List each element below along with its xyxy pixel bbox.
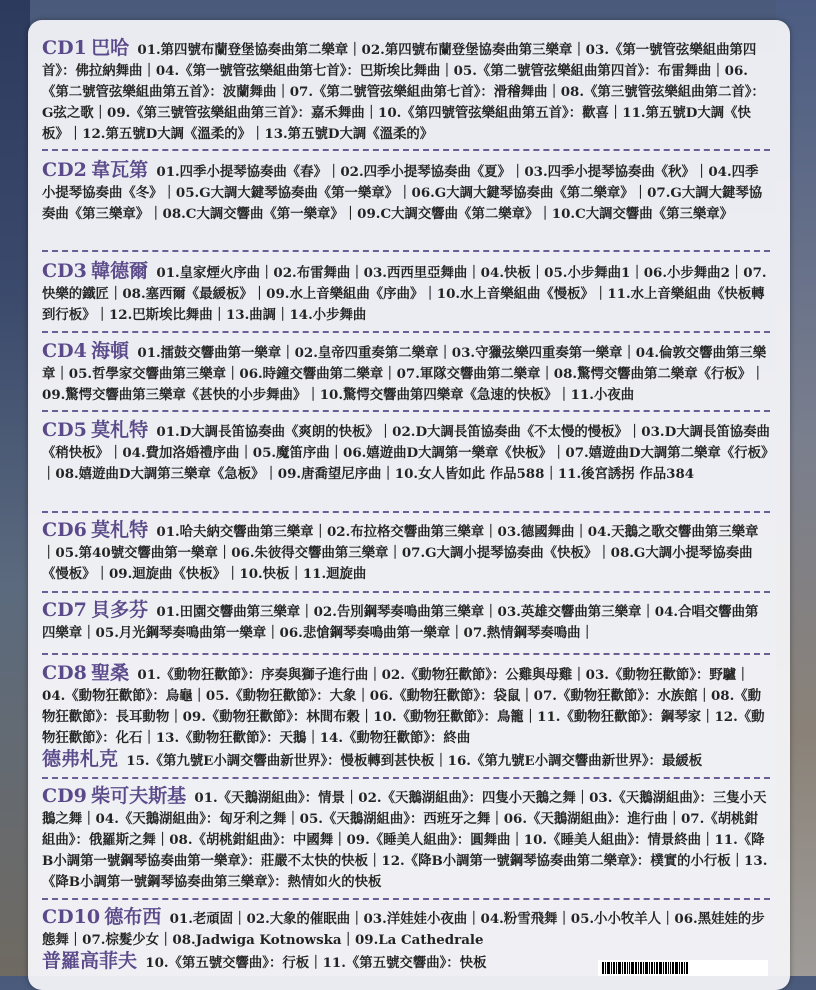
track-list: 01.《動物狂歡節》：序奏與獅子進行曲｜02.《動物狂歡節》：公雞與母雞｜03.《動物狂歡節》：野驢｜04.《動物狂歡節》：烏龜｜05.《動物狂歡節》：大象｜06.《動物狂歡節》：袋鼠｜07.《動物狂歡節》：水族館｜08.《動物狂歡節》：長耳動物｜09.《動物狂歡節》：林間布穀｜10.《動物狂歡節》：鳥籠｜11.《動物狂歡節》：鋼琴家｜12.《動物狂歡節》：化石｜13.《動物狂歡節》：天鵝｜14.《動物狂歡節》：終曲	[42, 667, 765, 746]
divider	[42, 777, 770, 779]
composer-name: 韓德爾	[91, 260, 149, 282]
cd9-section	[42, 786, 770, 893]
track-list: 01.擂鼓交響曲第一樂章｜02.皇帝四重奏第二樂章｜03.守獵弦樂四重奏第一樂章｜04.倫敦交響曲第三樂章｜05.哲學家交響曲第三樂章｜06.時鐘交響曲第二樂章｜07.軍隊交響曲第二樂章｜08.驚愕交響曲第二樂章《行板》｜09.驚愕交響曲第三樂章《甚快的小步舞曲》｜10.驚愕交響曲第四樂章《急速的快板》｜11.小夜曲	[42, 345, 767, 403]
composer-name: 聖桑	[91, 662, 130, 684]
track-list: 01.《天鵝湖組曲》：情景｜02.《天鵝湖組曲》：四隻小天鵝之舞｜03.《天鵝湖組曲》：三隻小天鵝之舞｜04.《天鵝湖組曲》：匈牙利之舞｜05.《天鵝湖組曲》：西班牙之舞｜06.《天鵝湖組曲》：進行曲｜07.《胡桃鉗組曲》：俄羅斯之舞｜08.《胡桃鉗組曲》：中國舞｜09.《睡美人組曲》：圓舞曲｜10.《睡美人組曲》：情景終曲｜11.《降B小調第一號鋼琴協奏曲第一樂章》：莊嚴不太快的快板｜12.《降B小調第一號鋼琴協奏曲第二樂章》：樸實的小行板｜13.《降B小調第一號鋼琴協奏曲第三樂章》：熱情如火的快板	[42, 790, 768, 890]
cd-label: CD5	[42, 419, 87, 441]
cd-label: CD10	[42, 906, 101, 928]
cd3-section	[42, 261, 770, 326]
cd-label: CD4	[42, 340, 87, 362]
divider	[42, 591, 770, 593]
divider	[42, 250, 770, 252]
composer-name: 韋瓦第	[91, 159, 149, 181]
track-list: 01.哈夫納交響曲第三樂章｜02.布拉格交響曲第三樂章｜03.德國舞曲｜04.天鵝之歌交響曲第三樂章｜05.第40號交響曲第一樂章｜06.朱彼得交響曲第三樂章｜07.G大調小提琴協奏曲《快板》｜08.G大調小提琴協奏曲《慢板》｜09.迴旋曲《快板》｜10.快板｜11.迴旋曲	[42, 524, 759, 582]
divider	[42, 898, 770, 900]
divider	[42, 653, 770, 655]
composer-name: 德布西	[104, 906, 162, 928]
cd-label: CD7	[42, 599, 87, 621]
cd5-section	[42, 420, 770, 485]
cd-label: CD8	[42, 662, 87, 684]
cd-label: CD2	[42, 159, 87, 181]
track-list: 01.老頑固｜02.大象的催眠曲｜03.洋娃娃小夜曲｜04.粉雪飛舞｜05.小小牧羊人｜06.黑娃娃的步態舞｜07.棕髮少女｜08.Jadwiga Kotnowska｜09.La Cathedrale	[42, 911, 765, 948]
divider	[42, 331, 770, 333]
cd6-section	[42, 520, 770, 585]
cd1-section	[42, 38, 770, 145]
composer-name-secondary: 普羅高菲夫	[42, 950, 138, 972]
divider	[42, 511, 770, 513]
track-list-secondary: 10.《第五號交響曲》：行板｜11.《第五號交響曲》：快板	[145, 955, 487, 971]
composer-name: 海頓	[91, 340, 130, 362]
track-list: 01.田園交響曲第三樂章｜02.告別鋼琴奏鳴曲第三樂章｜03.英雄交響曲第三樂章｜04.合唱交響曲第四樂章｜05.月光鋼琴奏鳴曲第一樂章｜06.悲愴鋼琴奏鳴曲第一樂章｜07.熱情鋼琴奏鳴曲｜	[42, 604, 759, 641]
composer-name: 柴可夫斯基	[91, 785, 187, 807]
cd7-section	[42, 600, 770, 644]
cd8-section	[42, 663, 770, 772]
composer-name: 莫札特	[91, 519, 149, 541]
composer-name: 巴哈	[91, 37, 130, 59]
cd-label: CD3	[42, 260, 87, 282]
track-list: 01.D大調長笛協奏曲《爽朗的快板》｜02.D大調長笛協奏曲《不太慢的慢板》｜03.D大調長笛協奏曲《稍快板》｜04.費加洛婚禮序曲｜05.魔笛序曲｜06.嬉遊曲D大調第一樂章《快板》｜07.嬉遊曲D大調第二樂章《行板》｜08.嬉遊曲D大調第三樂章《急板》｜09.唐喬望尼序曲｜10.女人皆如此 作品588｜11.後宮誘拐 作品384	[42, 424, 770, 482]
background-left-strip	[0, 0, 30, 976]
track-list: 01.皇家煙火序曲｜02.布雷舞曲｜03.西西里亞舞曲｜04.快板｜05.小步舞曲1｜06.小步舞曲2｜07.快樂的鐵匠｜08.塞西爾《最緩板》｜09.水上音樂組曲《序曲》｜10.水上音樂組曲《慢板》｜11.水上音樂組曲《快板轉到行板》｜12.巴斯埃比舞曲｜13.曲調｜14.小步舞曲	[42, 265, 767, 323]
track-list-secondary: 15.《第九號E小調交響曲新世界》：慢板轉到甚快板｜16.《第九號E小調交響曲新世界》：最緩板	[126, 753, 703, 769]
divider	[42, 149, 770, 151]
composer-name: 貝多芬	[91, 599, 149, 621]
track-list: 01.四季小提琴協奏曲《春》｜02.四季小提琴協奏曲《夏》｜03.四季小提琴協奏曲《秋》｜04.四季小提琴協奏曲《冬》｜05.G大調大鍵琴協奏曲《第一樂章》｜06.G大調大鍵琴協奏曲《第二樂章》｜07.G大調大鍵琴協奏曲《第三樂章》｜08.C大調交響曲《第一樂章》｜09.C大調交響曲《第二樂章》｜10.C大調交響曲《第三樂章》	[42, 164, 763, 222]
composer-name-secondary: 德弗札克	[42, 748, 119, 770]
track-list: 01.第四號布蘭登堡協奏曲第二樂章｜02.第四號布蘭登堡協奏曲第三樂章｜03.《第一號管弦樂組曲第四首》：佛拉納舞曲｜04.《第一號管弦樂組曲第七首》：巴斯埃比舞曲｜05.《第二號管弦樂組曲第四首》：布雷舞曲｜06.《第二號管弦樂組曲第五首》：波蘭舞曲｜07.《第二號管弦樂組曲第七首》：滑稽舞曲｜08.《第三號管弦樂組曲第二首》：G弦之歌｜09.《第三號管弦樂組曲第三首》：嘉禾舞曲｜10.《第四號管弦樂組曲第五首》：歡喜｜11.第五號D大調《快板》｜12.第五號D大調《溫柔的》｜13.第五號D大調《溫柔的》	[42, 42, 765, 142]
cd-label: CD6	[42, 519, 87, 541]
cd-label: CD1	[42, 37, 87, 59]
divider	[42, 410, 770, 412]
cd4-section	[42, 341, 770, 406]
barcode	[598, 960, 768, 976]
composer-name: 莫札特	[91, 419, 149, 441]
cd-label: CD9	[42, 785, 87, 807]
cd2-section	[42, 160, 770, 225]
